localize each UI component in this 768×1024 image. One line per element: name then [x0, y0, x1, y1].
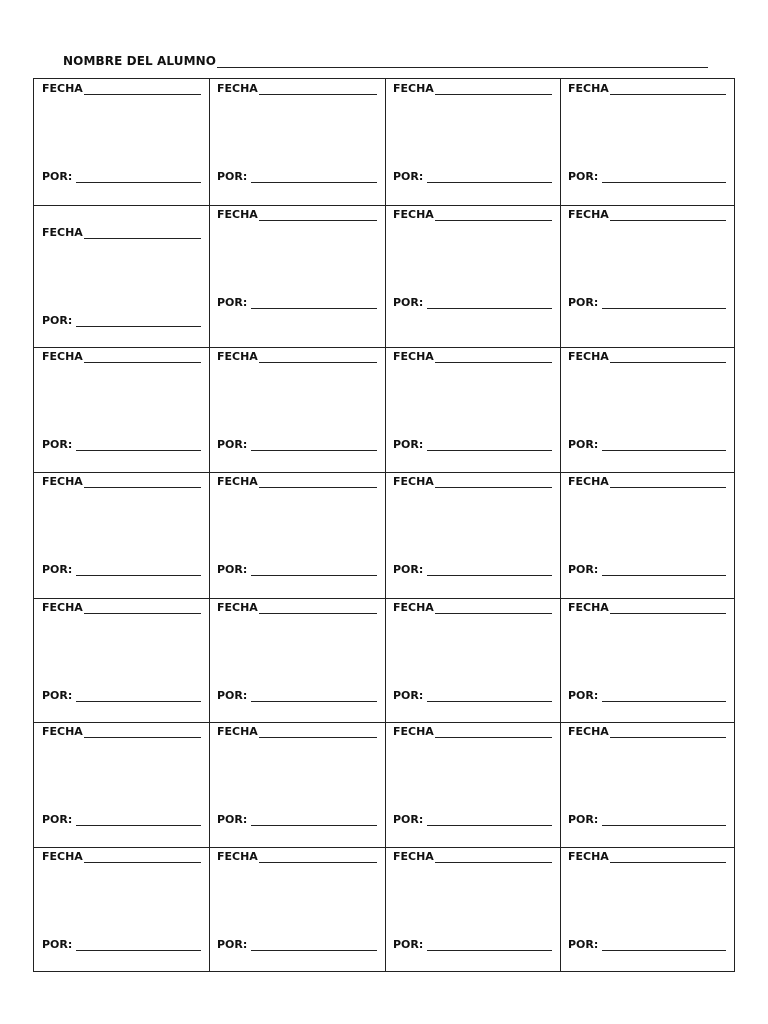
- by-field: [217, 169, 377, 183]
- date-line[interactable]: [84, 352, 201, 363]
- date-label: FECHA: [217, 208, 258, 221]
- date-field: [42, 349, 201, 363]
- date-line[interactable]: [259, 210, 377, 221]
- date-line[interactable]: [259, 352, 377, 363]
- by-line[interactable]: [427, 172, 552, 183]
- by-line[interactable]: [427, 440, 552, 451]
- by-line[interactable]: [76, 691, 201, 702]
- date-label: FECHA: [393, 208, 434, 221]
- by-label: POR:: [217, 938, 248, 951]
- by-field: [393, 295, 552, 309]
- grid-cell: [560, 598, 734, 722]
- by-field: [42, 562, 201, 576]
- by-label: POR:: [568, 563, 599, 576]
- by-label: POR:: [568, 938, 599, 951]
- date-line[interactable]: [435, 603, 552, 614]
- date-field: [568, 207, 726, 221]
- date-line[interactable]: [435, 852, 552, 863]
- by-label: POR:: [217, 563, 248, 576]
- date-line[interactable]: [259, 727, 377, 738]
- date-field: [217, 81, 377, 95]
- date-field: [393, 207, 552, 221]
- date-label: FECHA: [217, 601, 258, 614]
- date-field: [42, 849, 201, 863]
- by-field: [568, 937, 726, 951]
- date-field: [568, 349, 726, 363]
- grid-cell: [34, 847, 209, 971]
- date-line[interactable]: [84, 603, 201, 614]
- by-line[interactable]: [76, 940, 201, 951]
- by-label: POR:: [568, 438, 599, 451]
- by-label: POR:: [393, 563, 424, 576]
- date-field: [217, 600, 377, 614]
- by-field: [217, 295, 377, 309]
- date-line[interactable]: [435, 84, 552, 95]
- date-label: FECHA: [42, 350, 83, 363]
- grid-cell: [209, 598, 385, 722]
- by-label: POR:: [42, 170, 73, 183]
- date-line[interactable]: [259, 477, 377, 488]
- date-label: FECHA: [393, 475, 434, 488]
- by-line[interactable]: [76, 565, 201, 576]
- by-label: POR:: [568, 296, 599, 309]
- date-line[interactable]: [610, 477, 726, 488]
- by-label: POR:: [217, 170, 248, 183]
- date-label: FECHA: [568, 208, 609, 221]
- by-field: [568, 562, 726, 576]
- date-line[interactable]: [259, 603, 377, 614]
- by-field: [42, 313, 201, 327]
- by-line[interactable]: [251, 440, 377, 451]
- date-line[interactable]: [610, 210, 726, 221]
- by-line[interactable]: [427, 298, 552, 309]
- date-line[interactable]: [610, 352, 726, 363]
- by-line[interactable]: [602, 691, 726, 702]
- by-line[interactable]: [251, 815, 377, 826]
- grid-cell: [34, 472, 209, 598]
- date-label: FECHA: [393, 82, 434, 95]
- by-label: POR:: [217, 689, 248, 702]
- by-field: [393, 562, 552, 576]
- by-line[interactable]: [76, 172, 201, 183]
- date-label: FECHA: [42, 601, 83, 614]
- date-label: FECHA: [217, 725, 258, 738]
- date-field: [42, 474, 201, 488]
- date-field: [217, 349, 377, 363]
- by-label: POR:: [42, 813, 73, 826]
- student-name-field: [63, 48, 708, 68]
- date-label: FECHA: [393, 350, 434, 363]
- by-field: [568, 688, 726, 702]
- by-field: [217, 437, 377, 451]
- date-label: FECHA: [393, 601, 434, 614]
- by-line[interactable]: [76, 815, 201, 826]
- date-line[interactable]: [610, 727, 726, 738]
- date-field: [568, 600, 726, 614]
- date-label: FECHA: [42, 82, 83, 95]
- grid-cell: [209, 847, 385, 971]
- by-line[interactable]: [427, 940, 552, 951]
- by-line[interactable]: [427, 565, 552, 576]
- by-label: POR:: [393, 296, 424, 309]
- by-label: POR:: [393, 438, 424, 451]
- date-label: FECHA: [42, 226, 83, 239]
- date-line[interactable]: [259, 852, 377, 863]
- grid-cell: [560, 79, 734, 205]
- by-field: [217, 562, 377, 576]
- by-field: [217, 937, 377, 951]
- by-line[interactable]: [602, 298, 726, 309]
- date-field: [568, 724, 726, 738]
- by-field: [42, 688, 201, 702]
- by-label: POR:: [393, 938, 424, 951]
- date-line[interactable]: [435, 727, 552, 738]
- by-field: [393, 812, 552, 826]
- by-label: POR:: [42, 438, 73, 451]
- date-line[interactable]: [84, 477, 201, 488]
- date-label: FECHA: [42, 725, 83, 738]
- grid-cell: [209, 205, 385, 347]
- by-field: [42, 437, 201, 451]
- by-line[interactable]: [251, 565, 377, 576]
- grid-cell: [385, 847, 560, 971]
- date-label: FECHA: [393, 725, 434, 738]
- grid-cell: [385, 598, 560, 722]
- by-label: POR:: [393, 689, 424, 702]
- by-field: [568, 437, 726, 451]
- date-line[interactable]: [610, 84, 726, 95]
- by-field: [42, 937, 201, 951]
- date-line[interactable]: [610, 603, 726, 614]
- by-line[interactable]: [427, 691, 552, 702]
- date-field: [217, 849, 377, 863]
- grid-cell: [209, 722, 385, 847]
- date-line[interactable]: [435, 210, 552, 221]
- by-field: [217, 688, 377, 702]
- date-label: FECHA: [568, 725, 609, 738]
- grid-cell: [34, 79, 209, 205]
- date-line[interactable]: [435, 477, 552, 488]
- by-line[interactable]: [76, 316, 201, 327]
- date-label: FECHA: [217, 850, 258, 863]
- date-field: [393, 349, 552, 363]
- date-field: [393, 600, 552, 614]
- by-label: POR:: [568, 689, 599, 702]
- grid-cell: [209, 347, 385, 472]
- by-label: POR:: [217, 438, 248, 451]
- by-line[interactable]: [251, 940, 377, 951]
- by-label: POR:: [393, 813, 424, 826]
- by-field: [42, 169, 201, 183]
- by-label: POR:: [42, 938, 73, 951]
- evaluation-grid: [33, 78, 735, 972]
- date-label: FECHA: [568, 475, 609, 488]
- date-label: FECHA: [217, 350, 258, 363]
- date-field: [217, 207, 377, 221]
- grid-cell: [385, 722, 560, 847]
- grid-cell: [560, 472, 734, 598]
- by-label: POR:: [393, 170, 424, 183]
- date-label: FECHA: [568, 850, 609, 863]
- by-line[interactable]: [602, 172, 726, 183]
- date-field: [42, 600, 201, 614]
- by-field: [393, 688, 552, 702]
- date-line[interactable]: [84, 84, 201, 95]
- date-line[interactable]: [610, 852, 726, 863]
- date-field: [568, 474, 726, 488]
- by-line[interactable]: [602, 940, 726, 951]
- grid-cell: [560, 205, 734, 347]
- grid-cell: [385, 472, 560, 598]
- date-line[interactable]: [84, 852, 201, 863]
- by-line[interactable]: [76, 440, 201, 451]
- by-line[interactable]: [251, 298, 377, 309]
- grid-cell: [560, 847, 734, 971]
- date-field: [393, 724, 552, 738]
- date-label: FECHA: [568, 82, 609, 95]
- date-line[interactable]: [435, 352, 552, 363]
- date-field: [217, 724, 377, 738]
- grid-cell: [209, 79, 385, 205]
- date-line[interactable]: [84, 727, 201, 738]
- grid-cell: [385, 79, 560, 205]
- grid-cell: [34, 598, 209, 722]
- date-label: FECHA: [393, 850, 434, 863]
- grid-cell: [385, 347, 560, 472]
- grid-cell: [34, 722, 209, 847]
- date-field: [568, 81, 726, 95]
- grid-cell: [34, 205, 209, 347]
- date-label: FECHA: [42, 850, 83, 863]
- date-line[interactable]: [259, 84, 377, 95]
- grid-cell: [209, 472, 385, 598]
- by-label: POR:: [42, 563, 73, 576]
- date-field: [568, 849, 726, 863]
- grid-cell: [560, 722, 734, 847]
- by-field: [393, 437, 552, 451]
- grid-cell: [560, 347, 734, 472]
- by-line[interactable]: [251, 172, 377, 183]
- date-field: [42, 724, 201, 738]
- by-field: [393, 169, 552, 183]
- date-label: FECHA: [217, 82, 258, 95]
- date-field: [393, 81, 552, 95]
- date-label: FECHA: [568, 350, 609, 363]
- by-field: [42, 812, 201, 826]
- by-field: [393, 937, 552, 951]
- by-line[interactable]: [602, 565, 726, 576]
- student-name-line[interactable]: [217, 55, 708, 68]
- by-field: [568, 295, 726, 309]
- by-label: POR:: [217, 813, 248, 826]
- by-label: POR:: [42, 314, 73, 327]
- by-label: POR:: [42, 689, 73, 702]
- by-field: [568, 169, 726, 183]
- student-name-label: NOMBRE DEL ALUMNO: [63, 54, 217, 68]
- date-field: [393, 849, 552, 863]
- by-line[interactable]: [602, 440, 726, 451]
- grid-cell: [34, 347, 209, 472]
- by-line[interactable]: [427, 815, 552, 826]
- date-label: FECHA: [217, 475, 258, 488]
- date-label: FECHA: [568, 601, 609, 614]
- date-field: [42, 225, 201, 239]
- by-line[interactable]: [251, 691, 377, 702]
- by-line[interactable]: [602, 815, 726, 826]
- by-label: POR:: [568, 170, 599, 183]
- by-label: POR:: [217, 296, 248, 309]
- by-label: POR:: [568, 813, 599, 826]
- date-field: [393, 474, 552, 488]
- date-field: [217, 474, 377, 488]
- grid-cell: [385, 205, 560, 347]
- date-line[interactable]: [84, 228, 201, 239]
- by-field: [217, 812, 377, 826]
- date-field: [42, 81, 201, 95]
- date-label: FECHA: [42, 475, 83, 488]
- by-field: [568, 812, 726, 826]
